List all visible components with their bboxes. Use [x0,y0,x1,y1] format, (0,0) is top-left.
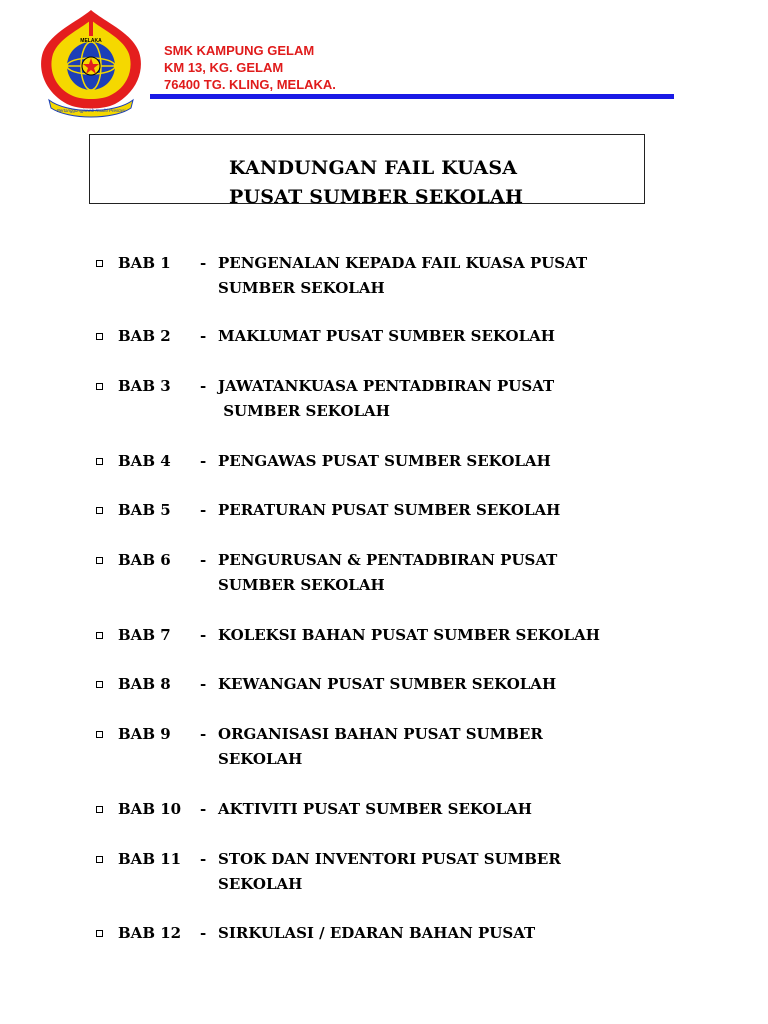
title-line-1: KANDUNGAN FAIL KUASA [229,157,518,179]
toc-dash: - [200,551,207,569]
toc-bab-label: BAB 3 [118,377,171,395]
address-line-1: KM 13, KG. GELAM [164,60,284,75]
toc-bab-label: BAB 12 [118,924,182,942]
toc-description: AKTIVITI PUSAT SUMBER SEKOLAH [218,800,532,818]
address-line-2: 76400 TG. KLING, MELAKA. [164,77,336,92]
toc-description-continued: SUMBER SEKOLAH [218,279,385,297]
checkbox-bullet-icon [96,458,103,465]
checkbox-bullet-icon [96,681,103,688]
toc-bab-label: BAB 11 [118,850,182,868]
toc-description: SIRKULASI / EDARAN BAHAN PUSAT [218,924,536,942]
toc-bab-label: BAB 1 [118,254,171,272]
toc-description: PENGURUSAN & PENTADBIRAN PUSAT [218,551,558,569]
checkbox-bullet-icon [96,806,103,813]
toc-dash: - [200,675,207,693]
logo-top-text: MELAKA [80,38,102,44]
toc-dash: - [200,452,207,470]
toc-bab-label: BAB 5 [118,501,171,519]
toc-dash: - [200,327,207,345]
toc-description: ORGANISASI BAHAN PUSAT SUMBER [218,725,543,743]
title-box [89,134,645,208]
toc-dash: - [200,501,207,519]
toc-bab-label: BAB 8 [118,675,171,693]
toc-description-continued: SUMBER SEKOLAH [218,402,390,420]
toc-bab-label: BAB 7 [118,626,171,644]
logo-ribbon-text: Bertanggungjawab Kualiti Prestasi [56,108,126,113]
toc-description: PENGENALAN KEPADA FAIL KUASA PUSAT [218,254,588,272]
toc-description: STOK DAN INVENTORI PUSAT SUMBER [218,850,561,868]
school-logo [37,8,145,120]
checkbox-bullet-icon [96,260,103,267]
toc-description-continued: SUMBER SEKOLAH [218,576,385,594]
toc-bab-label: BAB 10 [118,800,182,818]
checkbox-bullet-icon [96,930,103,937]
title-line-2: PUSAT SUMBER SEKOLAH [229,186,524,208]
toc-dash: - [200,924,207,942]
toc-description: MAKLUMAT PUSAT SUMBER SEKOLAH [218,327,555,345]
toc-dash: - [200,800,207,818]
checkbox-bullet-icon [96,557,103,564]
toc-description: KEWANGAN PUSAT SUMBER SEKOLAH [218,675,557,693]
toc-bab-label: BAB 6 [118,551,171,569]
toc-dash: - [200,254,207,272]
toc-dash: - [200,850,207,868]
toc-description: PENGAWAS PUSAT SUMBER SEKOLAH [218,452,551,470]
checkbox-bullet-icon [96,856,103,863]
toc-dash: - [200,626,207,644]
checkbox-bullet-icon [96,507,103,514]
toc-description-continued: SEKOLAH [218,750,303,768]
toc-description-continued: SEKOLAH [218,875,303,893]
toc-bab-label: BAB 2 [118,327,171,345]
toc-dash: - [200,725,207,743]
checkbox-bullet-icon [96,731,103,738]
checkbox-bullet-icon [96,383,103,390]
toc-bab-label: BAB 4 [118,452,171,470]
toc-description: JAWATANKUASA PENTADBIRAN PUSAT [218,377,555,395]
school-info [164,42,336,93]
toc-description: PERATURAN PUSAT SUMBER SEKOLAH [218,501,561,519]
checkbox-bullet-icon [96,333,103,340]
toc-description: KOLEKSI BAHAN PUSAT SUMBER SEKOLAH [218,626,600,644]
header-divider [150,94,674,99]
school-name: SMK KAMPUNG GELAM [164,43,315,58]
checkbox-bullet-icon [96,632,103,639]
toc-dash: - [200,377,207,395]
toc-bab-label: BAB 9 [118,725,171,743]
